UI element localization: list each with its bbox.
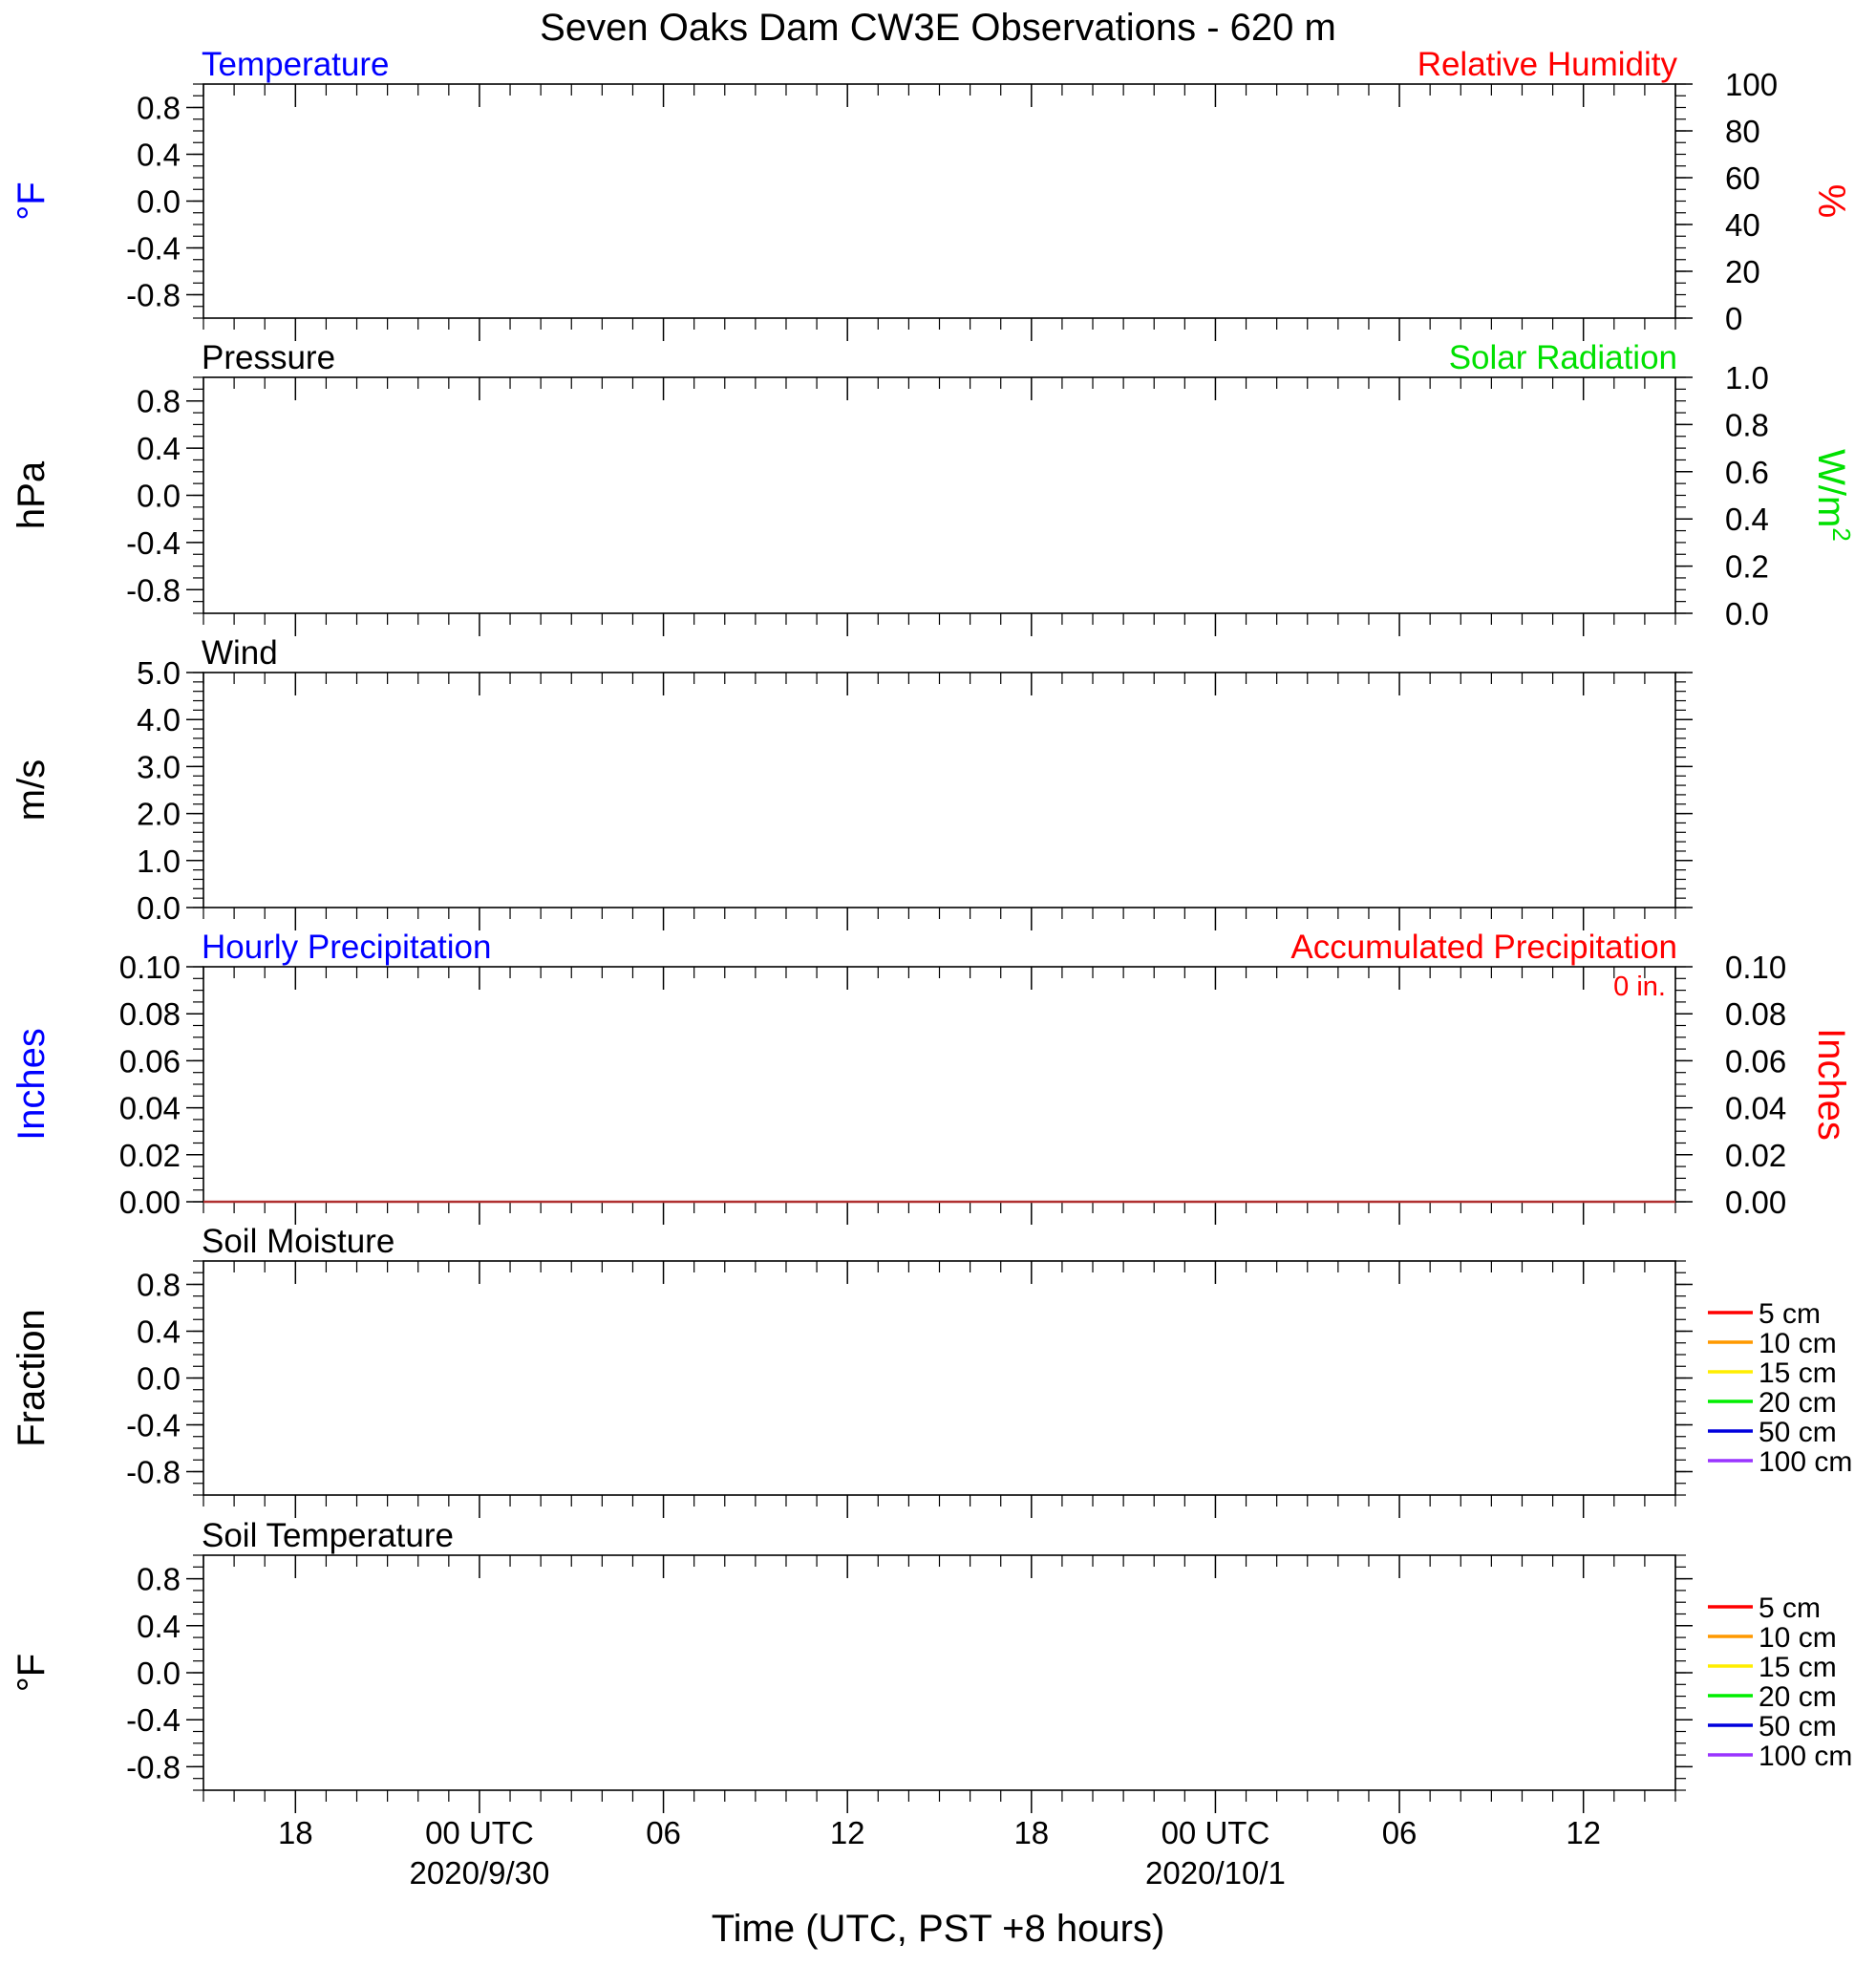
y-right-tick-label: 0.2	[1725, 548, 1769, 585]
y-tick-label: 0.8	[137, 90, 181, 126]
legend-label: 15 cm	[1759, 1652, 1837, 1683]
y-tick-label: -0.4	[126, 1407, 181, 1443]
x-tick-label: 18	[277, 1815, 313, 1850]
chart-title: Seven Oaks Dam CW3E Observations - 620 m	[540, 7, 1336, 49]
panel-title-left: Pressure	[202, 339, 336, 376]
panel-title-left: Wind	[202, 634, 278, 672]
y-right-axis-label: Inches	[1810, 1028, 1852, 1141]
annotation-label: 0 in.	[1613, 972, 1666, 1002]
panel-title-right: Accumulated Precipitation	[1290, 929, 1677, 966]
y-tick-label: 0.0	[137, 183, 181, 220]
y-right-tick-label: 0.10	[1725, 950, 1787, 985]
y-right-tick-label: 0.4	[1725, 502, 1769, 538]
y-axis-label: m/s	[11, 759, 53, 822]
legend-label: 5 cm	[1759, 1592, 1822, 1624]
legend-label: 100 cm	[1759, 1446, 1853, 1478]
y-tick-label: 2.0	[137, 796, 181, 832]
y-tick-label: 0.0	[137, 1360, 181, 1397]
x-tick-label: 12	[829, 1815, 865, 1850]
y-right-tick-label: 0.00	[1725, 1185, 1787, 1220]
legend-label: 20 cm	[1759, 1681, 1837, 1713]
panel-title-left: Soil Temperature	[202, 1517, 454, 1554]
legend-label: 50 cm	[1759, 1711, 1837, 1742]
y-tick-label: -0.8	[126, 277, 181, 313]
y-tick-label: 0.08	[118, 996, 181, 1033]
y-tick-label: -0.8	[126, 1749, 181, 1785]
x-tick-label: 12	[1566, 1815, 1602, 1850]
y-tick-label: 0.02	[118, 1137, 181, 1173]
y-tick-label: -0.8	[126, 572, 181, 609]
y-tick-label: -0.4	[126, 524, 181, 561]
y-right-axis-label: %	[1810, 183, 1852, 219]
y-tick-label: 0.06	[118, 1043, 181, 1079]
panel-title-right: Solar Radiation	[1448, 339, 1677, 376]
y-tick-label: -0.4	[126, 230, 181, 267]
x-tick-label: 06	[1381, 1815, 1418, 1850]
y-right-tick-label: 0	[1725, 301, 1743, 336]
y-tick-label: -0.8	[126, 1454, 181, 1490]
y-tick-label: 0.8	[137, 1561, 181, 1597]
y-right-tick-label: 0.04	[1725, 1090, 1787, 1126]
y-tick-label: -0.4	[126, 1702, 181, 1739]
y-right-tick-label: 60	[1725, 160, 1760, 196]
y-tick-label: 0.00	[118, 1185, 181, 1220]
y-tick-label: 4.0	[137, 702, 181, 738]
legend-label: 50 cm	[1759, 1417, 1837, 1448]
y-right-tick-label: 0.08	[1725, 996, 1787, 1033]
y-right-tick-label: 0.0	[1725, 596, 1769, 631]
y-right-tick-label: 0.6	[1725, 454, 1769, 490]
legend-label: 100 cm	[1759, 1741, 1853, 1772]
y-axis-label: hPa	[11, 460, 53, 530]
legend-label: 15 cm	[1759, 1357, 1837, 1389]
legend-label: 10 cm	[1759, 1622, 1837, 1654]
y-axis-label: °F	[11, 182, 53, 221]
y-tick-label: 1.0	[137, 843, 181, 879]
y-tick-label: 0.04	[118, 1090, 181, 1126]
y-right-tick-label: 0.8	[1725, 407, 1769, 443]
y-right-tick-label: 0.02	[1725, 1137, 1787, 1173]
panel-title-left: Soil Moisture	[202, 1223, 395, 1260]
x-tick-label: 00 UTC	[1161, 1815, 1270, 1850]
legend-label: 5 cm	[1759, 1298, 1822, 1330]
y-tick-label: 0.4	[137, 137, 181, 173]
y-right-tick-label: 1.0	[1725, 360, 1769, 395]
legend-label: 10 cm	[1759, 1328, 1837, 1359]
y-tick-label: 0.4	[137, 1608, 181, 1644]
y-tick-label: 0.10	[118, 950, 181, 985]
y-tick-label: 3.0	[137, 749, 181, 785]
y-axis-label: Inches	[11, 1028, 53, 1141]
y-tick-label: 5.0	[137, 655, 181, 691]
y-axis-label: °F	[11, 1653, 53, 1693]
y-tick-label: 0.4	[137, 431, 181, 467]
legend-label: 20 cm	[1759, 1387, 1837, 1419]
y-right-axis-label: $W/m^2$	[1810, 449, 1856, 542]
x-tick-label: 18	[1013, 1815, 1050, 1850]
x-tick-label: 06	[646, 1815, 681, 1850]
y-right-tick-label: 100	[1725, 67, 1779, 102]
x-tick-label: 00 UTC	[425, 1815, 534, 1850]
y-tick-label: 0.0	[137, 1656, 181, 1691]
y-right-axis-label-superscript: 2	[1827, 527, 1856, 542]
y-tick-label: 0.4	[137, 1314, 181, 1350]
y-right-tick-label: 20	[1725, 254, 1760, 289]
panel-title-left: Temperature	[202, 46, 390, 83]
y-right-tick-label: 80	[1725, 114, 1760, 149]
y-axis-label: Fraction	[11, 1309, 53, 1447]
y-right-tick-label: 40	[1725, 207, 1760, 243]
panel-title-right: Relative Humidity	[1417, 46, 1677, 83]
x-axis-label: Time (UTC, PST +8 hours)	[711, 1908, 1165, 1950]
y-tick-label: 0.8	[137, 1267, 181, 1303]
x-tick-date-label: 2020/9/30	[409, 1855, 550, 1891]
y-tick-label: 0.0	[137, 890, 181, 926]
y-tick-label: 0.0	[137, 478, 181, 514]
panel-title-left: Hourly Precipitation	[202, 929, 492, 966]
y-right-tick-label: 0.06	[1725, 1043, 1787, 1079]
x-tick-date-label: 2020/10/1	[1145, 1855, 1286, 1891]
y-tick-label: 0.8	[137, 383, 181, 419]
